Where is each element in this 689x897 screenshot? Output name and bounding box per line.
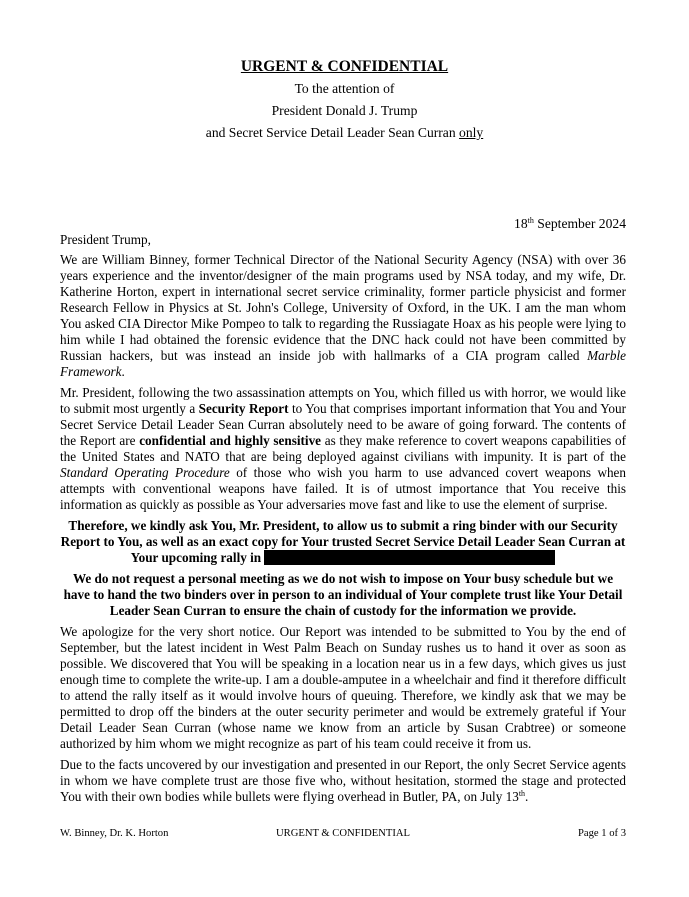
p2-part-g: of those who wish you harm to use advanced covert weapons when attempts with conventional weapons have failed. It is of utmost importance that You receive this information as quickly as possible as Your adversaries move fast and like to use the element of surprise. bbox=[60, 465, 627, 512]
bold-request-paragraph bbox=[60, 518, 626, 566]
paragraph-trust-text: Due to the facts uncovered by our investigation and presented in our Report, the only Secret Service agents in whom we have complete trust are those five who, without hesitation, stormed the stage and protected You with their own bodies while bullets were flying overhead in Butler, PA, on July 13 bbox=[60, 757, 626, 804]
paragraph-introduction-end: . bbox=[121, 364, 125, 379]
bold-custody-paragraph: We do not request a personal meeting as we do not wish to impose on Your busy schedule but we have to hand the two binders over in person to an individual of Your complete trust like Your Detail Leader Sean Curran to ensure the chain of custody for the information we provide. bbox=[63, 571, 623, 618]
p2-italic-sop: Standard Operating Procedure bbox=[60, 465, 230, 480]
attention-line: To the attention of bbox=[294, 81, 395, 96]
date-rest: September 2024 bbox=[533, 216, 626, 231]
paragraph-introduction bbox=[60, 252, 626, 380]
p2-bold-confidential: confidential and highly sensitive bbox=[139, 433, 322, 448]
p2-bold-security-report: Security Report bbox=[198, 401, 289, 416]
letter-date bbox=[514, 216, 626, 232]
p2-part-e: as they make reference to covert weapons capabilities of the United States and NATO that are being deployed against civilians with impunity. It is part of the bbox=[60, 433, 626, 464]
salutation: President Trump, bbox=[60, 232, 151, 247]
p2-part-c: to You that comprises important information that You and Your Secret Service Detail Leader Sean Curran absolutely need to be aware of going forward. The contents of the Report are bbox=[60, 401, 626, 448]
paragraph-security-report bbox=[60, 385, 626, 513]
footer-page-number: Page 1 of 3 bbox=[578, 828, 626, 839]
date-day: 18 bbox=[514, 216, 528, 231]
paragraph-trust-end: . bbox=[525, 789, 529, 804]
footer-classification: URGENT & CONFIDENTIAL bbox=[276, 828, 410, 839]
bold-request-text: Therefore, we kindly ask You, Mr. President, to allow us to submit a ring binder with our Security Report to You, as well as an exact copy for Your trusted Secret Service Detail Leader Sean Curran at Your upcoming rally in bbox=[60, 518, 626, 565]
date-suffix: th bbox=[527, 216, 534, 225]
marble-framework-italic: Marble Framework bbox=[60, 348, 626, 379]
recipient-line: President Donald J. Trump bbox=[271, 103, 418, 118]
only-underlined: only bbox=[459, 125, 484, 140]
paragraph-introduction-text: We are William Binney, former Technical Director of the National Security Agency (NSA) with over 36 years experience and the inventor/designer of the main programs used by NSA today, and my wife, Dr. Katherine Horton, expert in international secret service criminality, former particle physicist and former Research Fellow in Physics at St. John's College, University of Oxford, in the UK. I am the man whom You asked CIA Director Mike Pompeo to talk to regarding the Russiagate Hoax as his people were lying to him while I had obtained the forensic evidence that the DNC hack could not have been committed by Russian hackers, but was instead an inside job with hallmarks of a CIA program called bbox=[60, 252, 626, 363]
footer-authors: W. Binney, Dr. K. Horton bbox=[60, 828, 169, 839]
letter-body bbox=[60, 232, 626, 810]
recipient-line-2-text: and Secret Service Detail Leader Sean Curran bbox=[205, 125, 460, 140]
redaction-bar bbox=[264, 550, 555, 565]
document-title: URGENT & CONFIDENTIAL bbox=[240, 58, 449, 75]
recipient-line-2 bbox=[0, 122, 689, 144]
p2-part-a: Mr. President, following the two assassination attempts on You, which filled us with horror, we would like to submit most urgently a bbox=[60, 385, 626, 416]
paragraph-trust-sup: th bbox=[518, 789, 526, 798]
paragraph-trust bbox=[60, 757, 626, 805]
letter-header bbox=[0, 56, 689, 144]
paragraph-apology: We apologize for the very short notice. Our Report was intended to be submitted to You by the end of September, but the latest incident in West Palm Beach on Sunday rushes us to hand it over as soon as possible. We discovered that You will be speaking in a location near us in a few days, which gives us just enough time to complete the write-up. I am a double-amputee in a wheelchair and find it therefore difficult to attend the rally itself as it would involve hours of queuing. Therefore, we kindly ask that we may be permitted to drop off the binders at the outer security perimeter and would be extremely grateful if Your Detail Leader Sean Curran (whose name we know from an article by Susan Crabtree) or someone authorized by him whom we might recognize as part of his team could receive it from us. bbox=[60, 624, 626, 751]
